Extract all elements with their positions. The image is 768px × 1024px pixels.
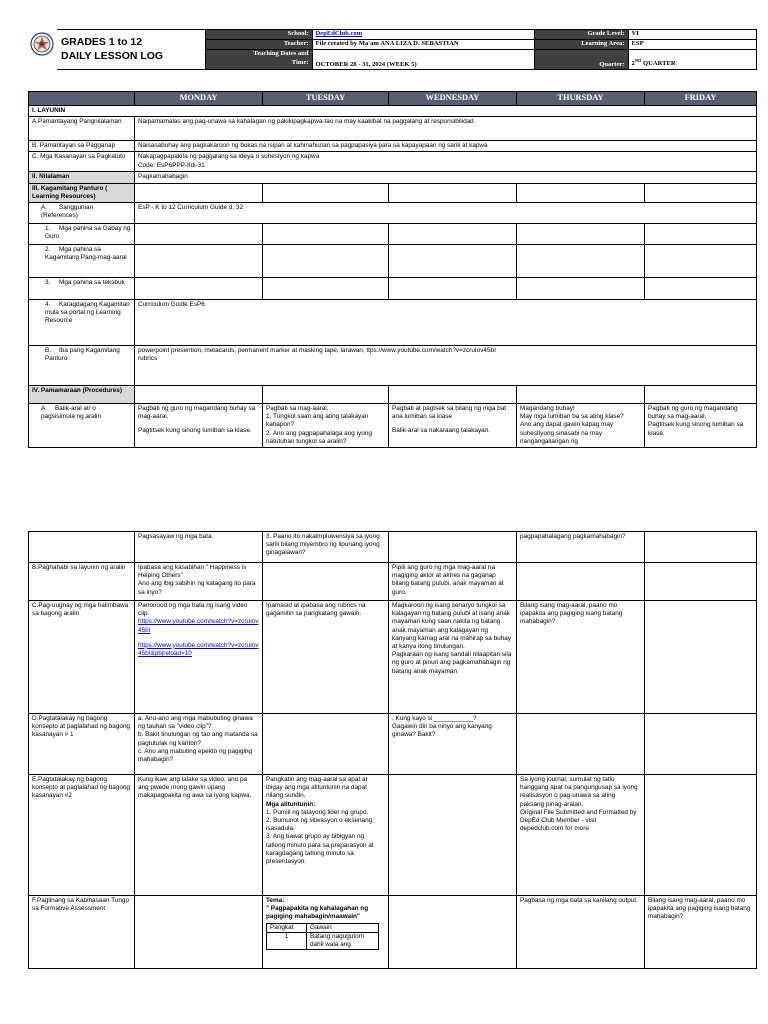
ibapang-line-2: rubrics — [138, 355, 158, 363]
dates-value: OCTOBER 28 - 31, 2024 (WEEK 5) — [312, 50, 534, 70]
quarter-word: QUARTER — [641, 60, 676, 68]
dates-label-line-1: Teaching Dates and — [253, 50, 309, 57]
f-label: F.Paglinang sa Kabihasaan Tungo sa Formative Assessment — [29, 896, 135, 969]
balik-friday — [645, 403, 757, 447]
c-wednesday — [389, 601, 517, 714]
ibapang-text — [135, 345, 757, 385]
e-tuesday — [263, 775, 389, 896]
teacher-label: Teacher: — [205, 40, 312, 50]
d-monday-1: a. Anu-ano ang mga mabubuting ginawa ng tauhan sa "video clip"? — [138, 715, 253, 731]
kasanayan-code: Code: EsP6PPP-IIdi-31 — [138, 161, 205, 169]
lesson-table-page-2 — [28, 531, 757, 969]
balik-thursday-3: Ano ang dapat gawin kapag may suhestiyong sinasabi na may nangangailangan ng — [520, 421, 614, 445]
teksbuk-num: 3. — [45, 278, 51, 286]
karagdagang-label — [29, 299, 135, 345]
balik-tuesday-3: 2. Ano ang pagpapahalaga ang iyong natutuhan tungkol sa aralin? — [266, 429, 372, 445]
kagamitang-text-label: Mga pahina sa Kagamitang Pang-mag-aaral — [45, 245, 127, 262]
pagganap-label: B. Pamantayan sa Pagganap — [29, 141, 135, 152]
karagdagang-text-label: Karagdagang Kagamitan mula sa portal ng Learning Resource — [45, 300, 130, 325]
e-tuesday-3: 1. Pumili ng tatayong lider ng grupo. — [266, 808, 369, 816]
c-wednesday-2: Pagkaraan ng isang sandali nilaapitan sila ng guro at pinuri ang pagkamahabagin ng batang anak mayaman — [392, 651, 512, 675]
teksbuk-text-label: Mga pahina sa teksbuk — [59, 278, 125, 286]
balik-label — [29, 403, 135, 447]
day-monday: MONDAY — [135, 92, 263, 106]
f-tuesday-1: Tema: — [266, 897, 285, 904]
e-thursday — [517, 775, 645, 896]
balik-text-label: Balik-aral at/ o pagsisimula ng aralin — [41, 404, 102, 421]
d-monday-2: b. Bakit tinulungan ng tao ang matanda sa pagtutulak ng kariton? — [138, 731, 258, 747]
day-header-row — [29, 92, 757, 106]
pagganap-text: Naisasabuhay ang pagkakaroon ng bukas na isipan at kahinahunan sa pagpapasiya para sa kapayapaan ng sarili at kapwa — [135, 141, 757, 152]
gabay-num: 1. — [45, 224, 51, 232]
d-wednesday-1: . Kung kayo si ___________? — [392, 715, 477, 722]
day-friday: FRIDAY — [645, 92, 757, 106]
cont-monday: Pagsasayaw ng mga bata. — [135, 532, 263, 563]
c-monday-1: Panonood ng mga bata ng isang video clip. — [138, 602, 248, 618]
kasanayan-text — [135, 152, 757, 172]
e-thursday-1: Sa iyong journal, sumulat ng tatlo hanggang apat na pangungusap sa iyong realisasyon o pag-unawa sa ating paksang pinag-aralan. — [520, 776, 638, 808]
e-monday: Kung ikaw ang lalake sa video, ano pa ang pwede mong gawin upang makapagpakita ng awa sa iyong kapwa. — [135, 775, 263, 896]
d-monday — [135, 714, 263, 775]
sanggunian-text: EsP - K to 12 Curriculum Guide d. 32 — [135, 202, 757, 223]
f-tuesday — [263, 896, 389, 969]
cont-thursday: pagpapahalagang pagkamahabagin? — [517, 532, 645, 563]
f-thursday: Pagbasa ng mga bata sa kanilang output. — [517, 896, 645, 969]
balik-wednesday — [389, 403, 517, 447]
quarter-value — [628, 50, 756, 70]
day-tuesday: TUESDAY — [263, 92, 389, 106]
sanggunian-num: A. — [41, 203, 48, 211]
c-label: C.Pag-uugnay ng mga halimbawa sa bagong aralin — [29, 601, 135, 714]
ibapang-line-1: powerpoint presention, metacards, permanent marker at masking tape, larawan, ttps://www.youtube.com/watch?v=zcruIov45bI — [138, 346, 496, 354]
f-tuesday-2: " Pagpapakita ng kahalagahan ng pagiging mahabagin/maawain" — [266, 905, 369, 921]
b-monday — [135, 563, 263, 601]
f-friday: Bilang isang mag-aaral, paano mo ipapakita ang pagiging isang batang mahabagin? — [645, 896, 757, 969]
balik-monday-2: Pagtitsek kung sinong lumiban sa klase. — [138, 427, 252, 435]
header-table — [28, 29, 757, 70]
nilalaman-label: II. Nilalaman — [29, 172, 135, 183]
title-line-2: DAILY LESSON LOG — [61, 49, 164, 62]
grade-label: Grade Level: — [534, 30, 628, 40]
pangkat-table — [266, 923, 379, 951]
kasanayan-line-1: Nakapagpapakita ng paggalang sa ideya o suhestyon ng kapwa — [138, 153, 320, 161]
sanggunian-text-label: Sanggunian (References) — [41, 203, 94, 220]
balik-tuesday — [263, 403, 389, 447]
e-tuesday-4: 2. Bumunot ng sitwasyon o eksenang isasadula. — [266, 816, 373, 833]
dates-label — [205, 50, 312, 70]
ibapang-text-label: Iba pang Kagamitang Panturo — [45, 346, 120, 363]
area-value: ESP — [628, 40, 756, 50]
b-wednesday: Pipili ang guro ng mga mag-aaral na magiging aktor at aktres na gaganap bilang batang pulubi, anak mayaman at guro. — [389, 563, 517, 601]
school-link[interactable]: DepEdClub.com — [315, 30, 363, 37]
pamamaraan-label: IV. Pamamaraan (Procedures) — [29, 385, 135, 403]
lesson-table-page-1 — [28, 91, 757, 448]
e-label: E.Pagtatalakay ng bagong konsepto at paglalahad ng bagong kasanayan #2 — [29, 775, 135, 896]
nilalaman-text: Pagkamahabagin — [135, 172, 757, 183]
video-link-1[interactable]: https://www.youtube.com/watch?v=zcruIov45bI — [138, 618, 259, 634]
layunin-heading: I. LAYUNIN — [29, 106, 757, 117]
balik-friday-2: Pagtitsek kung sinong lumiban sa klase. — [648, 421, 744, 437]
pangkat-1: 1 — [267, 932, 307, 949]
c-thursday: Bilang isang mag-aaral, paano mo ipapakita ang pagiging isang batang mahabagin? — [517, 601, 645, 714]
e-thursday-2: Original File Submitted and Formatted by DepEd Club Member - visit depedclub.com for more — [520, 808, 637, 833]
pangkat-header: Pangkat — [267, 923, 307, 932]
teksbuk-label — [29, 277, 135, 299]
quarter-suffix: ND — [634, 58, 642, 64]
e-tuesday-1: Pangkatin ang mag-aaral sa apat at ibigay ang mga alituntunin na dapat nilang sundin. — [266, 776, 368, 800]
balik-thursday-2: May mga lumiban ba sa ating klase? — [520, 413, 624, 421]
gawain-1: Batang nagugutom dahil wala ang — [307, 932, 379, 949]
balik-tuesday-2: 1. Tungkol saan ang ating talakayan kahapon? — [266, 413, 369, 429]
karagdagang-num: 4. — [45, 300, 51, 308]
cont-tuesday: 3. Paano ito nakaimpluwensiya sa iyong sarili bilang miyembro ng lipunang iyong ginagalawan? — [263, 532, 389, 563]
balik-tuesday-1: Pagbati sa mag-aaral. — [266, 404, 329, 412]
c-wednesday-1: Magkaroon ng isang senaryo tungkol sa kalagayan ng batang pulubi at isang anak mayaman kung saan nakita ng batang anak mayaman ang kalagayan ng kanyang kamag aral na mahirap sa buhay at kanya itong tinulungan. — [392, 602, 512, 650]
balik-friday-1: Pagbati ng guro ng magandang buhay sa mag-aaral. — [648, 404, 738, 421]
d-monday-3: c. Ano ang mabuting epekto ng pagiging mahabagin? — [138, 747, 253, 763]
balik-monday-1: Pagbati ng guro ng magandang buhay sa mag-aaral. — [138, 404, 256, 421]
balik-thursday-1: Magandang buhay! — [520, 404, 575, 412]
area-label: Learning Area: — [534, 40, 628, 50]
pamantayang-label: A.Pamantayang Pangnilalaman — [29, 117, 135, 141]
kasanayan-label: C. Mga Kasanayan sa Pagkatuto — [29, 152, 135, 172]
gabay-label — [29, 223, 135, 244]
d-label: D.Pagtatalakay ng bagong konsepto at paglalahad ng bagong kasanayan # 1 — [29, 714, 135, 775]
school-label: School: — [205, 30, 312, 40]
e-tuesday-2: Mga alituntunin: — [266, 800, 316, 808]
balik-num: A. — [41, 404, 48, 412]
balik-thursday — [517, 403, 645, 447]
karagdagang-text: Curriculum Guide EsP6 — [135, 299, 757, 345]
b-monday-2: Ano ang ibig sabihin ng katagang ito para sa inyo? — [138, 580, 256, 596]
kagamitang-label — [29, 244, 135, 277]
dates-label-line-2: Time: — [291, 58, 309, 66]
e-tuesday-5: 3. Ang bawat grupo ay bibigyan ng tatlong minuto para sa preparasyon at karagdagang tatlong minuto sa presentasyon. — [266, 833, 374, 865]
kagamitang-num: 2. — [45, 245, 51, 253]
school-value — [312, 30, 534, 40]
d-wednesday-2: Gagawin din ba ninyo ang kanyang ginawa? Bakit? — [392, 723, 492, 739]
teacher-value: File created by Ma'am ANA LIZA D. SEBASTIAN — [312, 40, 534, 50]
b-label: B.Paghahabi sa layunin ng aralin — [29, 563, 135, 601]
d-wednesday — [389, 714, 517, 775]
balik-monday — [135, 403, 263, 447]
kagamitan-label: III. Kagamitang Panturo ( Learning Resources) — [29, 183, 135, 202]
title-line-1: GRADES 1 to 12 — [61, 36, 143, 49]
day-wednesday: WEDNESDAY — [389, 92, 517, 106]
c-tuesday: Ipamasid at ipabasa ang rubrics na gagamitin sa pangkatang gawain. — [263, 601, 389, 714]
balik-wednesday-1: Pagbati at pagtsek sa bilang ng mga bat ana lumiban sa klase — [392, 404, 507, 421]
seal-icon — [30, 32, 54, 56]
quarter-label: Quarter: — [534, 50, 628, 70]
title-cell — [57, 30, 205, 70]
pamantayang-text: Naipamamalas ang pag-unawa sa kahalagan ng pakikipagkapwa-tao na may kaakibat na paggalang at responsibilidad — [135, 117, 757, 141]
b-monday-1: Ipabasa ang kasabihan " Happiness is Helping Others" — [138, 564, 247, 580]
deped-seal — [28, 30, 57, 70]
ibapang-num: B. — [45, 346, 52, 354]
balik-wednesday-2: Balik-aral sa nakaraang talakayan. — [392, 427, 491, 435]
video-link-2[interactable]: https://www.youtube.com/watch?v=zcruIov45bI&pbjreload=10 — [138, 641, 259, 657]
gabay-text-label: Mga pahina sa Gabay ng Guro — [45, 224, 131, 241]
day-thursday: THURSDAY — [517, 92, 645, 106]
sanggunian-label — [29, 202, 135, 223]
ibapang-label — [29, 345, 135, 385]
c-monday — [135, 601, 263, 714]
grade-value: VI — [628, 30, 756, 40]
quarter-number: 2 — [631, 60, 635, 68]
gawain-header: Gawain — [307, 923, 379, 932]
day-header-blank — [29, 92, 135, 106]
